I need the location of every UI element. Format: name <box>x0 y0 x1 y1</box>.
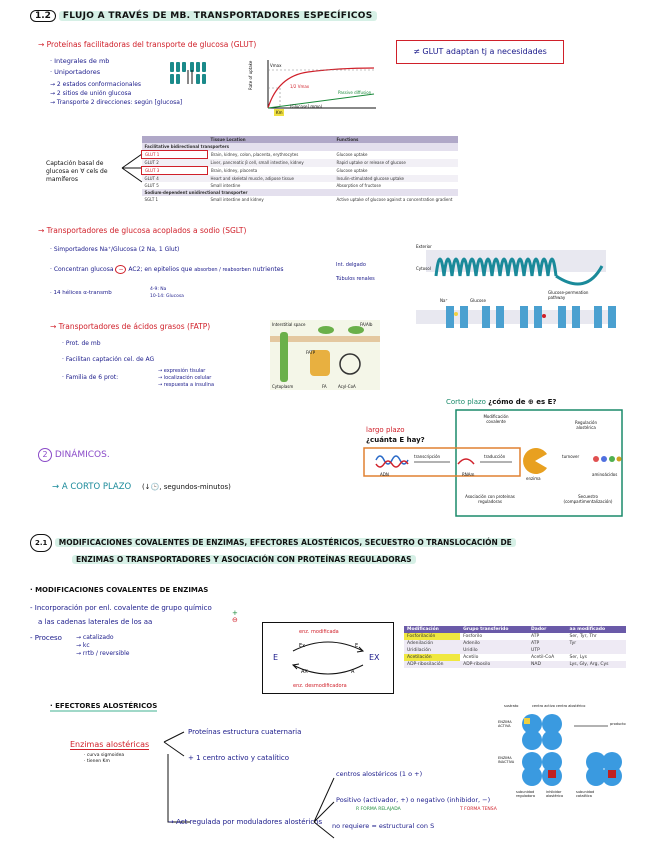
glut-bullets <box>50 56 109 78</box>
glut-table-section: Facilitative bidirectional transporters <box>144 144 230 149</box>
glut-arrow-item: → 2 sitios de unión glucosa <box>50 90 132 97</box>
alo-heading: · EFECTORES ALOSTÉRICOS <box>50 702 158 710</box>
plus-minus-icon: + ⊖ <box>232 609 238 624</box>
modcov-table: Modificación Grupo transferido Dador aa modificado Fosforilación Fosforilo ATP Ser, Tyr, Thr Adenilación Adenilo ATP Tyr Uridilación Uridilo UTP Acetilación Acetilo Acetil-CoA Ser, Lys ADP-ribosilación ADP-ribosilo NAD Lys, Gly, Arg, Cys <box>404 626 626 668</box>
fatp-line1: · Prot. de mb <box>62 340 101 347</box>
scheme-A: A <box>351 669 355 675</box>
minus-circle-icon: − <box>115 265 126 274</box>
glut-arrows <box>50 80 182 107</box>
diag-transcripcion: transcripción <box>414 454 441 459</box>
sglt-fig-glucose: Glucose <box>470 298 486 303</box>
sglt-line3b: 4-9: Na 10-14: Glucosa <box>150 287 184 299</box>
fatp-heading: → Transportadores de ácidos grasos (FATP) <box>50 322 211 331</box>
section-1-2-title <box>30 10 377 22</box>
glut-table-header: Functions <box>336 137 359 142</box>
alo-b3: no requiere ≈ estructural con S <box>332 822 435 830</box>
fatp-fig-cytoplasm: Cytoplasm <box>272 384 294 389</box>
graph-passive: Passive diffusion <box>338 90 372 95</box>
dynamic-line: → A CORTO PLAZO (↓🕒, segundos-minutos) <box>52 482 231 492</box>
modcov-scheme <box>262 622 394 694</box>
glut-table <box>141 136 458 203</box>
table-row: SGLT 1 Small intestine and kidney Active uptake of glucose against a concentration gradient <box>144 197 453 202</box>
table-row: GLUT 3 Brain, kidney, placenta Glucose uptake <box>142 167 459 175</box>
fatp-fig-fatp: FATP <box>306 350 316 355</box>
sglt-fig-pathway: Glucose-permeation pathway <box>548 290 589 300</box>
glut-bullet: · Integrales de mb <box>50 57 110 65</box>
graph-km: Km <box>276 110 283 115</box>
scheme-EX: EX <box>369 653 380 662</box>
alo-fig-inactiva: ENZIMA INACTIVA <box>498 756 515 764</box>
graph-ylabel: Rate of uptake <box>248 60 253 90</box>
alo-fig-producto: producto <box>610 722 626 726</box>
alo-r1: R FORMA RELAJADA <box>356 807 401 812</box>
table-row: Adenilación Adenilo ATP Tyr <box>404 640 626 647</box>
aminoacids-icon <box>592 452 622 466</box>
allosteric-enzyme-figure <box>498 704 630 786</box>
alo-fig-reguladora: subunidad reguladora <box>516 790 536 798</box>
scheme-bottom: enz. desmodificadora <box>293 683 347 689</box>
scheme-Ex: Ex <box>299 643 306 649</box>
alo-enzimas: Enzimas alostéricas <box>70 740 150 749</box>
alo-fig-activa: ENZIMA ACTIVA <box>498 720 512 728</box>
diag-largo: largo plazo <box>366 426 405 434</box>
sglt-heading: → Transportadores de glucosa acoplados a sodio (SGLT) <box>38 226 247 235</box>
alo-fig-sustrato: sustrato <box>504 704 519 708</box>
sglt-fig-na: Na⁺ <box>440 298 448 303</box>
table-row: GLUT 5 Small intestine Absorption of fructose <box>144 183 381 188</box>
fatp-fig-interstitial: Interstitial space <box>272 322 306 327</box>
basal-note: Captación basal de glucosa en ∀ cels de mamíferos <box>46 160 108 183</box>
section-2-1-title <box>30 534 620 568</box>
glut-heading: → Proteínas facilitadoras del transporte de glucosa (GLUT) <box>38 40 257 49</box>
alo-p1: Proteínas estructura cuaternaria <box>188 728 302 736</box>
table-row: GLUT 2 Liver, pancreatic β cell, small intestine, kidney Rapid uptake or release of glucose <box>142 159 459 167</box>
table-row: Acetilación Acetilo Acetil-CoA Ser, Lys <box>404 654 626 661</box>
alo-b1: centros alostéricos (1 o +) <box>336 770 423 778</box>
table-row: Fosforilación Fosforilo ATP Ser, Tyr, Thr <box>404 633 626 640</box>
fatp-figure <box>270 320 380 390</box>
glut-note-text: ≠ GLUT adaptan tj a necesidades <box>413 47 547 56</box>
glut-table-header: Tissue Location <box>210 137 246 142</box>
table-row: ADP-ribosilación ADP-ribosilo NAD Lys, Gly, Arg, Cys <box>404 661 626 668</box>
glut-note-box <box>396 40 564 64</box>
section-number: 1.2 <box>30 10 56 22</box>
scheme-AX: AX <box>301 669 308 675</box>
table-row: Uridilación Uridilo UTP <box>404 647 626 654</box>
modcov-heading: · MODIFICACIONES COVALENTES DE ENZIMAS <box>30 586 209 594</box>
fatp-line3: · Familia de 6 prot: <box>62 374 119 381</box>
diag-rnam: RNAm <box>462 472 475 477</box>
section-title-line2: ENZIMAS O TRANSPORTADORES Y ASOCIACIÓN CON PROTEÍNAS REGULADORAS <box>72 555 416 564</box>
sglt-fig-exterior: Exterior <box>416 244 432 249</box>
alo-fig-centro-alosterico: centro alostérico <box>556 704 586 708</box>
modcov-line1b: a las cadenas laterales de los aa <box>38 618 153 626</box>
glut-table-header <box>142 136 208 143</box>
glut-bullet: · Uniportadores <box>50 68 101 76</box>
alo-fig-centro-activo: centro activo <box>532 704 555 708</box>
dynamic-title-text: DINÁMICOS. <box>54 450 110 460</box>
diag-adn: ADN <box>380 472 389 477</box>
diag-traduccion: traducción <box>484 454 506 459</box>
glut-table-section: Sodium-dependent unidirectional transporter <box>144 190 248 195</box>
alo-fig-catalitica: subunidad catalítica <box>576 790 595 798</box>
enzyme-pacman-icon <box>520 446 550 476</box>
modcov-line2: - Proceso <box>30 634 62 642</box>
graph-xlabel: [Glucose] mmol <box>290 104 322 109</box>
sglt-fig-cytosol: Cytosol <box>416 266 431 271</box>
section-number: 2.1 <box>30 534 52 552</box>
alo-b2: Positivo (activador, +) o negativo (inhibidor, −) <box>336 796 491 804</box>
fatp-line2: · Facilitan captación cel. de AG <box>62 356 155 363</box>
section-title: FLUJO A TRAVÉS DE MB. TRANSPORTADORES ESPECÍFICOS <box>59 11 377 21</box>
sglt-line3: · 14 hélices α-transmb <box>50 290 112 296</box>
alo-act: → Act regulada por moduladores alostéricos <box>168 818 323 826</box>
table-row: GLUT 4 Heart and skeletal muscle, adipose tissue Insulin-stimulated glucose uptake <box>142 175 459 183</box>
sglt-line2: · Concentran glucosa − AC2; en epitelios que absorben / reabsorben nutrientes <box>50 266 284 273</box>
alo-sub: · curva sigmoidea · tienen Km <box>84 753 125 764</box>
modcov-line2b: → catalizado → kc → rrtb / reversible <box>76 634 130 657</box>
diag-aminoacidos: aminoácidos <box>592 472 618 477</box>
alo-branch-lines <box>312 772 338 844</box>
diag-mod-cov: Modificación covalente <box>483 414 509 424</box>
alo-fig-inhibidor: inhibidor alostérico <box>546 790 564 798</box>
graph-half-vmax: 1/2 Vmax <box>290 84 310 89</box>
diag-secuestro: Secuestro (compartimentalización) <box>563 494 613 504</box>
sglt-cycle-figure <box>416 300 616 336</box>
fatp-fig-fa: FA <box>322 384 327 389</box>
diag-q2: ¿cuánta E hay? <box>366 436 425 444</box>
diag-reg-alo: Regulación alostérica <box>575 420 597 430</box>
alo-p2: + 1 centro activo y catalítico <box>188 754 290 762</box>
diag-asoc: Asociación con proteínas reguladoras <box>465 494 515 504</box>
dynamic-number: 2 <box>38 448 52 462</box>
diag-corto: Corto plazo ¿cómo de ⊕ es E? <box>446 398 557 406</box>
glut-arrow-item: → 2 estados conformacionales <box>50 81 142 88</box>
modcov-line1: - Incorporación por enl. covalente de grupo químico <box>30 604 212 612</box>
alo-t1: T FORMA TENSA <box>460 807 497 812</box>
section-title-line1: MODIFICACIONES COVALENTES DE ENZIMAS, EFECTORES ALOSTÉRICOS, SECUESTRO O TRANSLOCACIÓN DE <box>55 538 516 547</box>
fatp-line3b: → expresión tisular → localización celular → respuesta a insulina <box>158 368 215 388</box>
glut-membrane-figure <box>168 60 228 90</box>
scheme-E: E <box>273 653 279 662</box>
scheme-top: enz. modificada <box>299 629 339 635</box>
sglt-targets: Int. delgado Túbulos renales <box>336 262 375 282</box>
diag-turnover: turnover <box>562 454 580 459</box>
dynamic-title <box>38 448 110 462</box>
sglt-helix-figure <box>416 236 616 296</box>
diag-enzima: enzima <box>526 476 541 481</box>
scheme-EE: E <box>355 643 359 649</box>
graph-vmax: Vmax <box>270 63 282 68</box>
table-row: GLUT 1 Brain, kidney, colon, placenta, erythrocytes Glucose uptake <box>142 151 459 159</box>
fatp-fig-faalb: FA/Alb <box>360 322 373 327</box>
glut-arrow-item: → Transporte 2 direcciones: según [glucosa] <box>50 99 183 106</box>
fatp-fig-acylcoa: Acyl-CoA <box>338 384 356 389</box>
sglt-line1: · Simportadores Na⁺/Glucosa (2 Na, 1 Glut) <box>50 246 180 253</box>
